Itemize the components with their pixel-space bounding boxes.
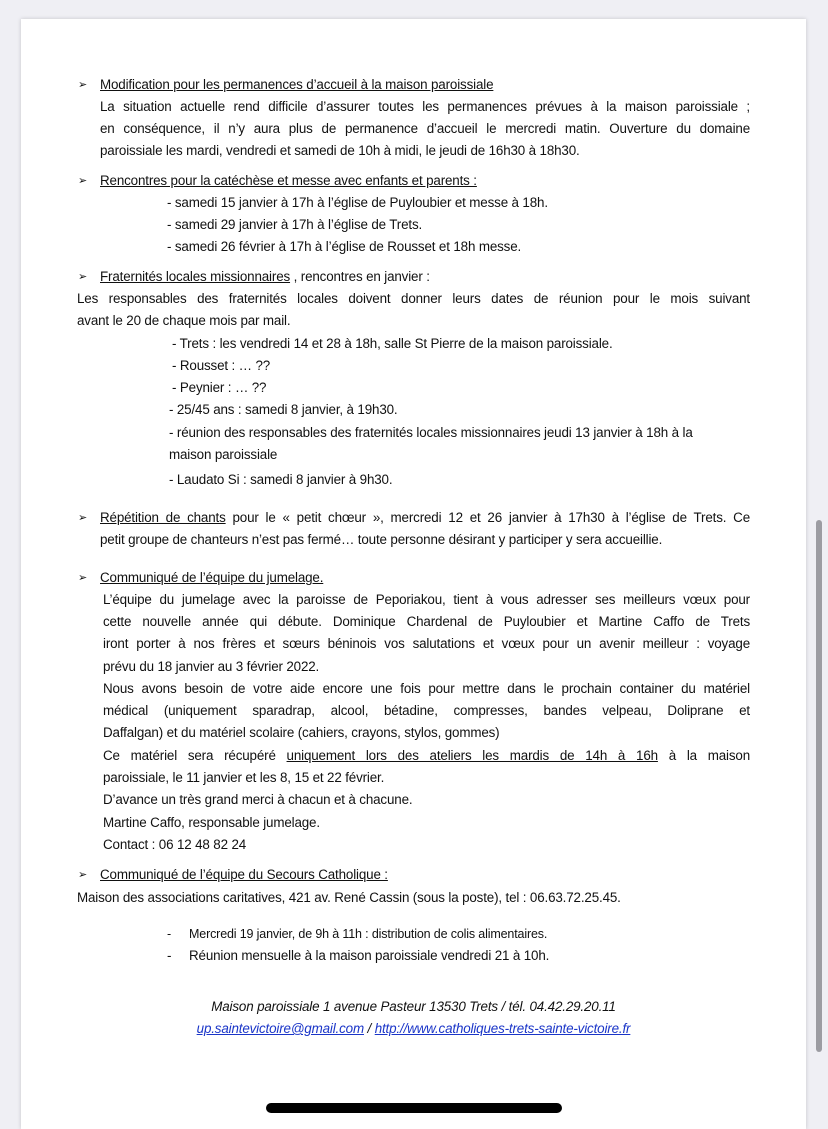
list-item: - Peynier : … ?? [172,380,267,395]
paragraph-line: Nous avons besoin de votre aide encore une fois pour mettre dans le prochain container du matériel [103,681,750,696]
paragraph-line: La situation actuelle rend difficile d’assurer toutes les permanences prévues à la maison paroissiale ; [100,99,750,114]
contact-line: Contact : 06 12 48 82 24 [103,837,247,852]
list-item: - Rousset : … ?? [172,358,271,373]
website-link[interactable]: http://www.catholiques-trets-sainte-victoire.fr [374,1021,631,1036]
underlined-text: uniquement lors des ateliers les mardis de 14h à 16h [286,748,658,763]
footer-separator: / [363,1021,375,1036]
footer-address: Maison paroissiale 1 avenue Pasteur 13530 Trets / tél. 04.42.29.20.11 [211,999,616,1014]
list-item: Réunion mensuelle à la maison paroissiale vendredi 21 à 10h. [189,948,550,963]
text-fragment: Ce matériel sera récupéré [103,748,287,763]
section-title-chants: Répétition de chants [100,510,226,525]
paragraph-line: iront porter à nos frères et sœurs béninois vos salutations et vœux pour un avenir meilleur : voyage [103,636,750,651]
dash-bullet: - [167,927,172,941]
section-title-jumelage: Communiqué de l’équipe du jumelage. [100,570,324,585]
paragraph-line: Les responsables des fraternités locales doivent donner leurs dates de réunion pour le mois suivant [77,291,750,306]
list-item: - samedi 26 février à 17h à l’église de Rousset et 18h messe. [167,239,522,254]
paragraph-line: Maison des associations caritatives, 421 av. René Cassin (sous la poste), tel : 06.63.72.25.45. [77,890,621,905]
paragraph-line: Martine Caffo, responsable jumelage. [103,815,320,830]
paragraph-line: L’équipe du jumelage avec la paroisse de Peporiakou, tient à vous adresser ses meilleurs vœux pour [103,592,750,607]
section-heading-chants [100,510,750,526]
list-item: Mercredi 19 janvier, de 9h à 11h : distribution de colis alimentaires. [189,927,548,941]
paragraph-line: prévu du 18 janvier au 3 février 2022. [103,659,320,674]
section-title-catechese: Rencontres pour la catéchèse et messe avec enfants et parents : [100,173,477,188]
home-indicator[interactable] [266,1103,562,1113]
list-item: - samedi 15 janvier à 17h à l’église de Puyloubier et messe à 18h. [167,195,548,210]
arrow-bullet-icon: ➢ [78,572,88,584]
footer-links [21,1021,806,1037]
section-heading-fraternites [100,269,430,285]
vertical-scrollbar[interactable] [816,520,822,1052]
list-item: - samedi 29 janvier à 17h à l’église de Trets. [167,217,423,232]
section-title-suffix: , rencontres en janvier : [290,269,430,284]
text-fragment: à la maison [657,748,751,763]
list-item-continuation: maison paroissiale [169,447,278,462]
arrow-bullet-icon: ➢ [78,79,88,91]
list-item: - 25/45 ans : samedi 8 janvier, à 19h30. [169,402,398,417]
section-title-suffix: pour le « petit chœur », mercredi 12 et 26 janvier à 17h30 à l’église de Trets. Ce [225,510,750,525]
paragraph-line: paroissiale les mardi, vendredi et samedi de 10h à midi, le jeudi de 16h30 à 18h30. [100,143,580,158]
list-item: - Trets : les vendredi 14 et 28 à 18h, salle St Pierre de la maison paroissiale. [172,336,613,351]
arrow-bullet-icon: ➢ [78,512,88,524]
paragraph-line-pickup [103,748,750,764]
paragraph-line: avant le 20 de chaque mois par mail. [77,313,291,328]
paragraph-line: Daffalgan) et du matériel scolaire (cahiers, crayons, stylos, gommes) [103,725,500,740]
arrow-bullet-icon: ➢ [78,175,88,187]
dash-bullet: - [167,948,172,963]
list-item: - Laudato Si : samedi 8 janvier à 9h30. [169,472,393,487]
paragraph-line: paroissiale, le 11 janvier et les 8, 15 et 22 février. [103,770,385,785]
list-item: - réunion des responsables des fraternités locales missionnaires jeudi 13 janvier à 18h à la [169,425,693,440]
section-title-fraternites: Fraternités locales missionnaires [100,269,291,284]
section-title-secours: Communiqué de l’équipe du Secours Catholique : [100,867,388,882]
paragraph-line: D’avance un très grand merci à chacun et à chacune. [103,792,413,807]
paragraph-line: cette nouvelle année qui débute. Dominique Chardenal de Puyloubier et Martine Caffo de Trets [103,614,750,629]
email-link[interactable]: up.saintevictoire@gmail.com [196,1021,364,1036]
arrow-bullet-icon: ➢ [78,869,88,881]
arrow-bullet-icon: ➢ [78,271,88,283]
paragraph-line: en conséquence, il n’y aura plus de permanence d’accueil le mercredi matin. Ouverture du domaine [100,121,750,136]
paragraph-line: petit groupe de chanteurs n’est pas fermé… toute personne désirant y participer y sera accueillie. [100,532,663,547]
section-title-permanences: Modification pour les permanences d’accueil à la maison paroissiale [100,77,494,92]
paragraph-line: médical (uniquement sparadrap, alcool, bétadine, compresses, bandes velpeau, Doliprane et [103,703,750,718]
document-page [21,19,806,1129]
